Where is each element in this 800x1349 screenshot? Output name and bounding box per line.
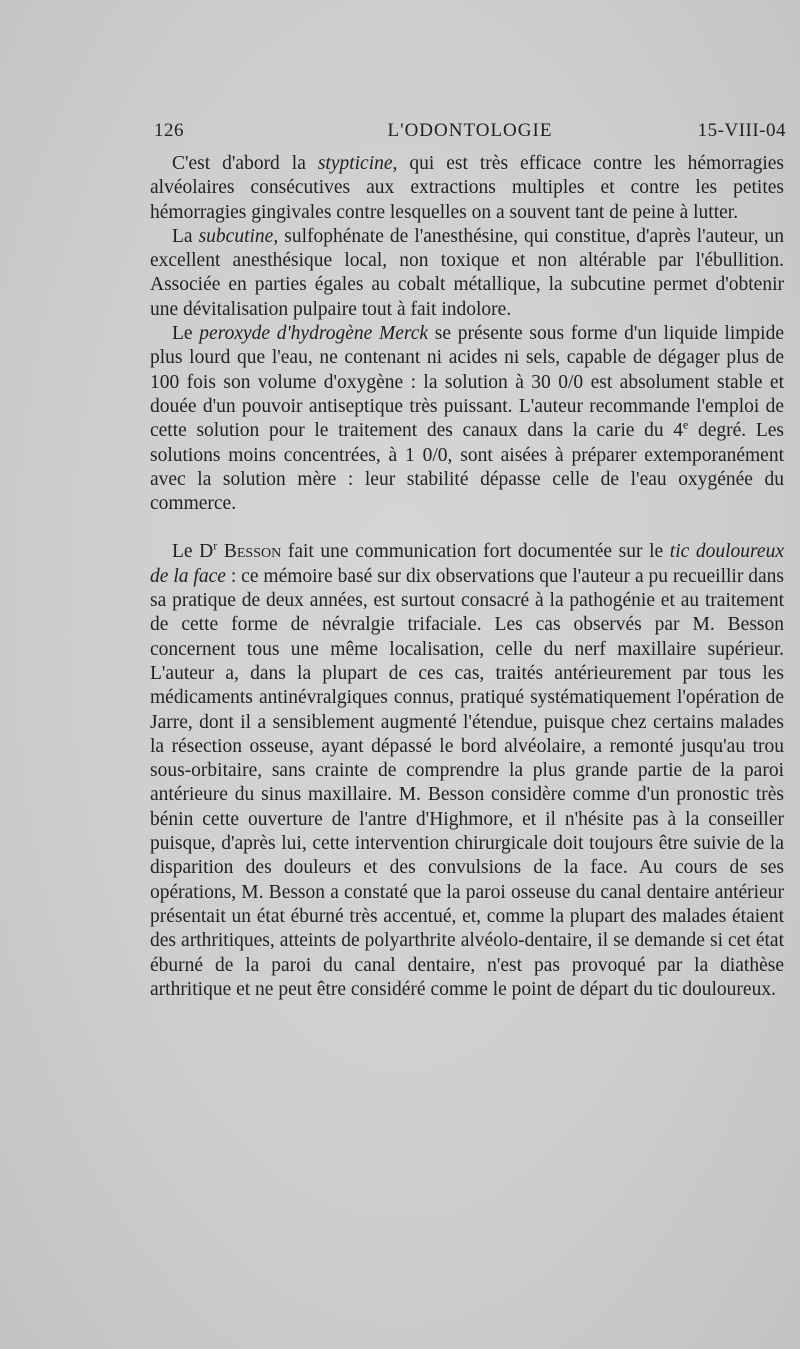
paragraph-text: fait une communication fort documentée sur le [281, 541, 670, 563]
paragraph-text: degré. Les solutions moins concentrées, à 1 0/0, sont aisées à préparer extemporanément avec la solution mère : leur stabilité dépasse celle de l'eau oxygénée du commerce. [150, 420, 784, 515]
running-header [154, 120, 786, 146]
paragraph-text: sulfophénate de l'anesthésine, qui constitue, d'après l'auteur, un excellent anesthésique local, non toxique et non altérable par l'ébullition. Associée en parties égales au cobalt métallique, la subcutine permet d'obtenir une dévitalisation pulpaire tout à fait indolore. [150, 225, 784, 320]
author-name: Besson [217, 541, 282, 563]
paragraph-text: qui est très efficace contre les hémorragies alvéolaires consécutives aux extractions multiples et contre les petites hémorragies gingivales contre lesquelles on a souvent tant de peine à lutter. [150, 153, 784, 223]
paragraph-stypticine [150, 152, 784, 225]
paragraph-text: Le D [172, 541, 214, 563]
italic-term: subcutine, [198, 225, 279, 247]
paragraph-text: La [172, 225, 199, 247]
superscript: r [213, 538, 218, 553]
italic-term: peroxyde d'hydrogène Merck [199, 323, 429, 345]
issue-date: 15-VIII-04 [697, 120, 786, 141]
paragraph-text: se présente sous forme d'un liquide limpide plus lourd que l'eau, ne contenant ni acides ni sels, capable de dégager plus de 100 fois son volume d'oxygène : la solution à 30 0/0 est absolument stable et douée d'un pouvoir antiseptique très puissant. L'auteur recommande l'emploi de cette solution pour le traitement des canaux dans la carie du 4 [150, 323, 784, 442]
paragraph-peroxyde [150, 322, 784, 516]
paragraph-text: : ce mémoire basé sur dix observations que l'auteur a pu recueillir dans sa pratique de deux années, est surtout consacré à la pathogénie et au traitement de cette forme de névralgie trifaciale. Les cas observés par M. Besson concernent tous une même localisation, celle du nerf maxillaire supérieur. L'auteur a, dans la plupart de ces cas, traités antérieurement par tous les médicaments antinévralgiques connus, pratiqué systématiquement l'opération de Jarre, dont il a sensiblement augmenté l'étendue, puisque chez certains malades la résection osseuse, ayant dépassé le bord alvéolaire, a remonté jusqu'au trou sous-orbitaire, sans crainte de comprendre la plus grande partie de la paroi antérieure du sinus maxillaire. M. Besson considère comme d'un pronostic très bénin cette ouverture de l'antre d'Highmore, et il n'hésite pas à la conseiller puisque, d'après lui, cette intervention chirurgicale doit toujours être suivie de la disparition des douleurs et des convulsions de la face. Au cours de ses opérations, M. Besson a constaté que la paroi osseuse du canal dentaire antérieur présentait un état éburné très accentué, et, comme la plupart des malades étaient des arthritiques, atteints de polyarthrite alvéolo-dentaire, il se demande si cet état éburné de la paroi du canal dentaire, n'est pas provoqué par la diathèse arthritique et ne peut être considéré comme le point de départ du tic douloureux. [150, 565, 784, 1000]
superscript: e [682, 417, 689, 432]
paragraph-text: Le [172, 323, 200, 345]
italic-term: stypticine, [317, 153, 398, 174]
journal-title: L'ODONTOLOGIE [387, 120, 553, 141]
italic-term: tic douloureux de la face [150, 541, 784, 587]
paragraph-besson [150, 540, 784, 1002]
article-body [150, 152, 784, 1002]
paragraph-text: C'est d'abord la [172, 153, 318, 174]
paragraph-subcutine [150, 225, 784, 322]
page-number: 126 [154, 120, 184, 141]
